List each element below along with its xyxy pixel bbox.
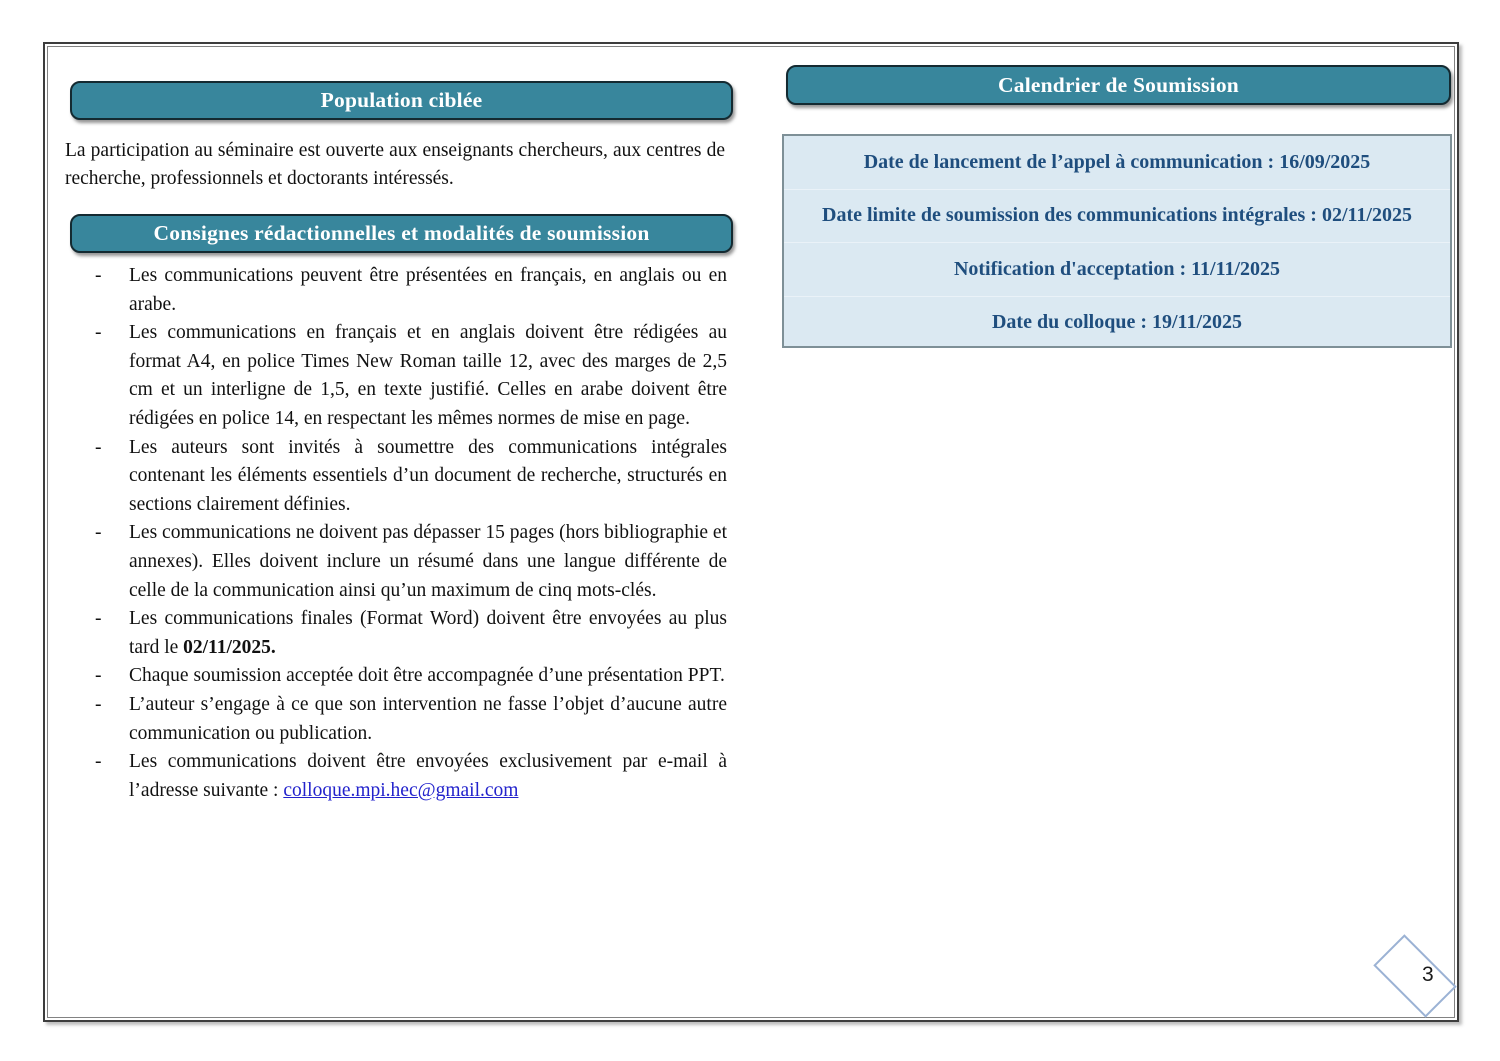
text-run: Les communications finales (Format Word) doivent être envoyées au plus tard le bbox=[129, 608, 727, 658]
bullet-dash: - bbox=[95, 751, 102, 773]
list-item bbox=[95, 691, 727, 748]
text-run: Les auteurs sont invités à soumettre des communications intégrales contenant les éléments essentiels d’un document de recherche, structurés en sections clairement définies. bbox=[129, 436, 727, 515]
list-item bbox=[95, 748, 727, 805]
section-header-consignes bbox=[70, 214, 733, 253]
list-item-text bbox=[129, 662, 727, 691]
corner-ornament-diamond bbox=[1373, 934, 1456, 1017]
list-item bbox=[95, 662, 727, 691]
text-run: Les communications ne doivent pas dépasser 15 pages (hors bibliographie et annexes). Elles doivent inclure un résumé dans une langue différente de celle de la communication ainsi qu’un maximum de cinq mots-clés. bbox=[129, 522, 727, 601]
section-header-population bbox=[70, 81, 733, 120]
list-item-text bbox=[129, 519, 727, 605]
list-item bbox=[95, 605, 727, 662]
list-item-text bbox=[129, 691, 727, 748]
calendar-row: Date limite de soumission des communications intégrales : 02/11/2025 bbox=[784, 189, 1450, 243]
list-item-text bbox=[129, 748, 727, 805]
section-header-calendrier bbox=[786, 65, 1451, 105]
page-number: 3 bbox=[1422, 963, 1434, 986]
bullet-dash: - bbox=[95, 693, 102, 715]
list-item-text bbox=[129, 319, 727, 433]
section-header-calendrier-label: Calendrier de Soumission bbox=[998, 72, 1239, 97]
bullet-dash: - bbox=[95, 608, 102, 630]
list-item bbox=[95, 262, 727, 319]
bullet-dash: - bbox=[95, 265, 102, 286]
list-item-text bbox=[129, 605, 727, 662]
bold-text-run: 02/11/2025. bbox=[183, 636, 276, 658]
calendar-row: Date du colloque : 19/11/2025 bbox=[784, 296, 1450, 350]
bullet-dash: - bbox=[95, 522, 102, 544]
section-header-consignes-label: Consignes rédactionnelles et modalités de soumission bbox=[153, 221, 650, 245]
email-link[interactable]: colloque.mpi.hec@gmail.com bbox=[283, 779, 519, 801]
document-page bbox=[43, 42, 1459, 1022]
bullet-dash: - bbox=[95, 665, 102, 687]
list-item bbox=[95, 519, 727, 605]
bullet-dash: - bbox=[95, 322, 102, 344]
calendar-row: Date de lancement de l’appel à communication : 16/09/2025 bbox=[863, 150, 1371, 173]
list-item-text bbox=[129, 434, 727, 520]
text-run: L’auteur s’engage à ce que son intervention ne fasse l’objet d’aucune autre communication ou publication. bbox=[129, 693, 727, 744]
text-run: Chaque soumission acceptée doit être accompagnée d’une présentation PPT. bbox=[129, 665, 725, 687]
text-run: Les communications en français et en anglais doivent être rédigées au format A4, en police Times New Roman taille 12, avec des marges de 2,5 cm et un interligne de 1,5, en texte justifié. Celles en arabe doivent être rédigées en police 14, en respectant les mêmes normes de mise en page. bbox=[129, 322, 727, 429]
text-run: Les communications peuvent être présentées en français, en anglais ou en arabe. bbox=[129, 265, 727, 315]
population-paragraph: La participation au séminaire est ouverte aux enseignants chercheurs, aux centres de recherche, professionnels et doctorants intéressés. bbox=[65, 140, 725, 189]
list-item bbox=[95, 434, 727, 520]
calendar-row: Notification d'acceptation : 11/11/2025 bbox=[784, 242, 1450, 296]
list-item-text bbox=[129, 262, 727, 319]
calendar-rows bbox=[782, 134, 1452, 348]
section-header-population-label: Population ciblée bbox=[320, 88, 483, 112]
text-run: Les communications doivent être envoyées exclusivement par e-mail à l’adresse suivante : bbox=[129, 751, 727, 801]
consignes-list bbox=[95, 262, 727, 805]
list-item bbox=[95, 319, 727, 433]
bullet-dash: - bbox=[95, 436, 102, 458]
